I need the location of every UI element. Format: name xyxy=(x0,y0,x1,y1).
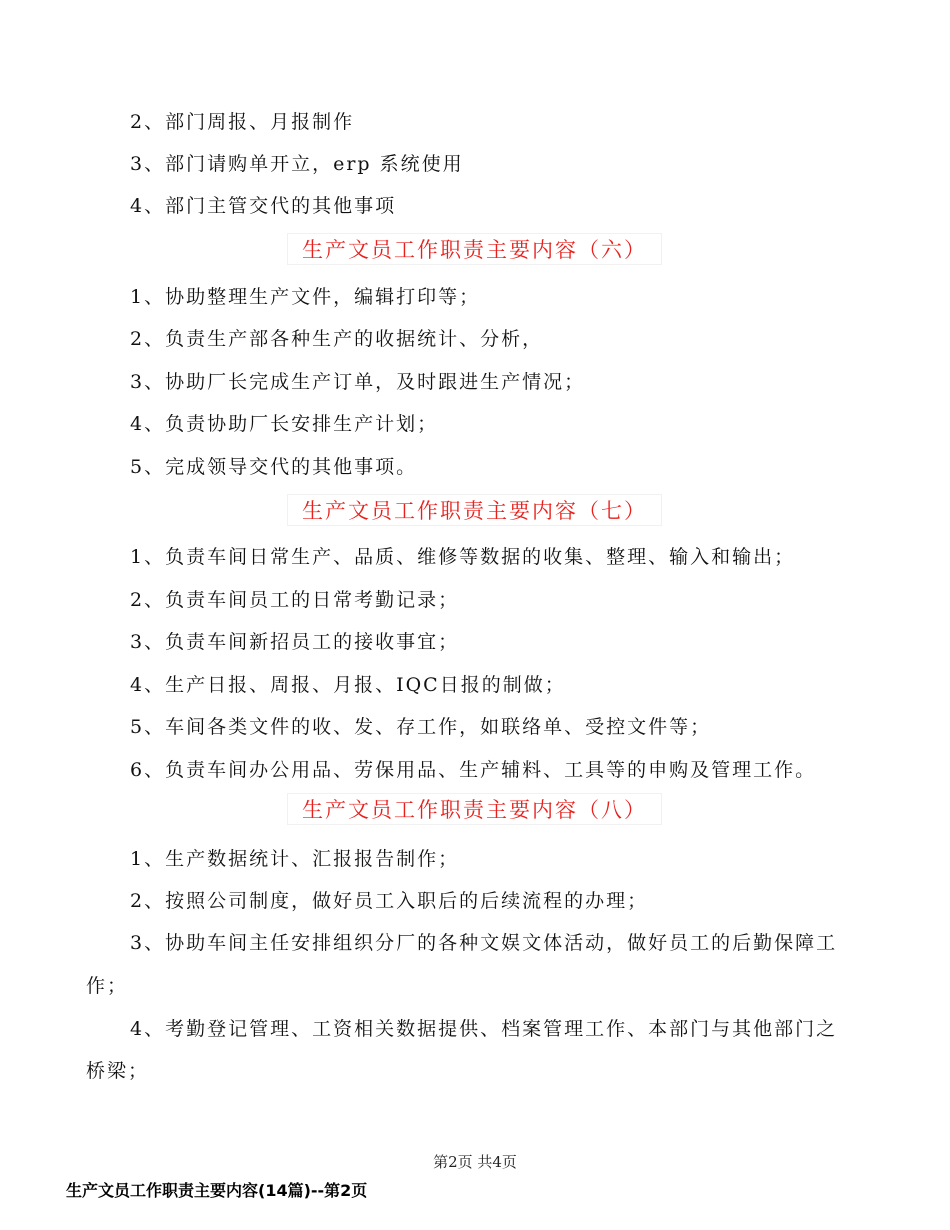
list-item: 3、协助车间主任安排组织分厂的各种文娱文体活动，做好员工的后勤保障工 xyxy=(130,932,838,954)
list-item-continuation: 作； xyxy=(86,975,129,997)
list-item: 3、部门请购单开立，erp 系统使用 xyxy=(130,153,464,175)
list-item: 1、负责车间日常生产、品质、维修等数据的收集、整理、输入和输出； xyxy=(130,546,796,568)
document-footer-title: 生产文员工作职责主要内容(14篇)--第2页 xyxy=(66,1181,368,1200)
list-item: 4、部门主管交代的其他事项 xyxy=(130,195,397,217)
section-heading: 生产文员工作职责主要内容（八） xyxy=(287,793,662,825)
list-item: 4、生产日报、周报、月报、IQC日报的制做； xyxy=(130,674,566,696)
list-item-continuation: 桥梁； xyxy=(86,1060,150,1082)
list-item: 1、协助整理生产文件，编辑打印等； xyxy=(130,286,481,308)
list-item: 5、车间各类文件的收、发、存工作，如联络单、受控文件等； xyxy=(130,716,712,738)
list-item: 2、部门周报、月报制作 xyxy=(130,111,355,133)
section-heading: 生产文员工作职责主要内容（六） xyxy=(287,233,662,265)
list-item: 2、负责生产部各种生产的收据统计、分析， xyxy=(130,328,544,350)
section-heading: 生产文员工作职责主要内容（七） xyxy=(287,494,662,526)
list-item: 1、生产数据统计、汇报报告制作； xyxy=(130,848,460,870)
list-item: 2、负责车间员工的日常考勤记录； xyxy=(130,589,460,611)
list-item: 6、负责车间办公用品、劳保用品、生产辅料、工具等的申购及管理工作。 xyxy=(130,759,817,781)
list-item: 2、按照公司制度，做好员工入职后的后续流程的办理； xyxy=(130,890,649,912)
list-item: 3、负责车间新招员工的接收事宜； xyxy=(130,631,460,653)
list-item: 5、完成领导交代的其他事项。 xyxy=(130,456,418,478)
list-item: 3、协助厂长完成生产订单，及时跟进生产情况； xyxy=(130,371,586,393)
list-item: 4、考勤登记管理、工资相关数据提供、档案管理工作、本部门与其他部门之 xyxy=(130,1018,838,1040)
list-item: 4、负责协助厂长安排生产计划； xyxy=(130,413,439,435)
page-number: 第2页 共4页 xyxy=(433,1153,517,1171)
